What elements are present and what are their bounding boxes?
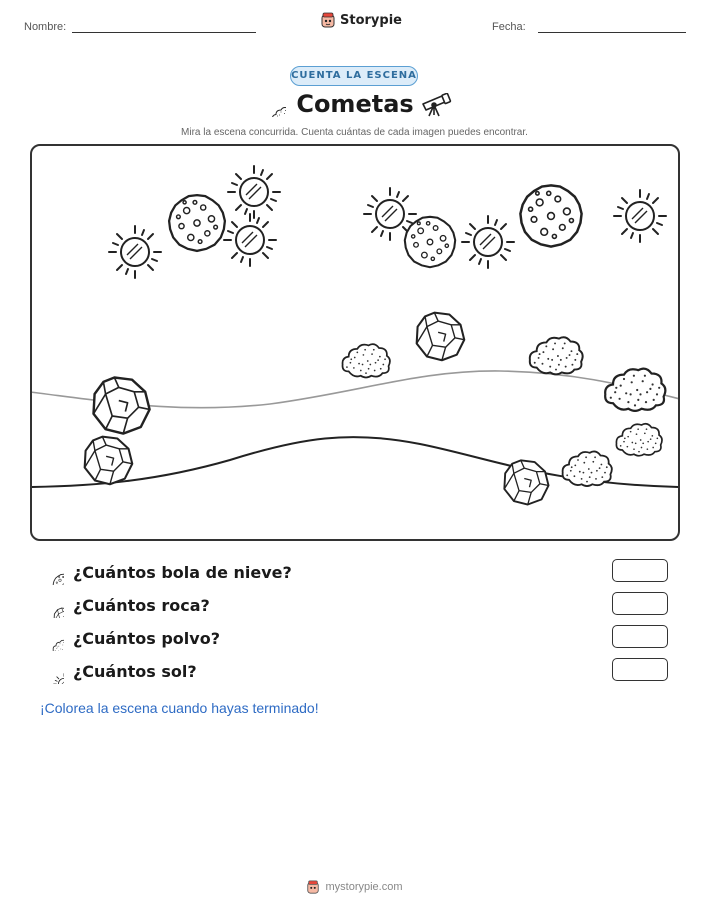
sun-icon [228,166,280,218]
date-label: Fecha: [492,21,526,33]
question-dust [40,627,670,653]
telescope-icon [420,93,452,117]
question-text: ¿Cuántos roca? [73,596,210,615]
question-rock [40,594,670,620]
snowball-icon [405,217,455,267]
rock-icon [40,594,64,618]
name-label: Nombre: [24,21,67,33]
sun-icon [614,190,666,242]
dust-cloud-icon [563,451,612,486]
question-text: ¿Cuántos polvo? [73,629,220,648]
rock-icon [504,460,548,504]
dust-cloud-icon [343,344,390,377]
sun-icon [40,660,64,684]
coloring-note: ¡Colorea la escena cuando hayas terminado! [40,700,319,716]
name-field[interactable] [72,32,256,33]
dust-cloud-icon [40,627,64,651]
dust-cloud-icon [530,337,583,374]
rock-icon [85,437,133,485]
snowball-icon [40,561,64,585]
answer-box-snowball[interactable] [612,559,668,582]
dust-cloud-icon [616,424,662,456]
section-badge: CUENTA LA ESCENA [290,66,418,86]
question-snowball [40,561,670,587]
snowball-icon [169,195,225,251]
storypie-mascot-icon [306,880,320,894]
answer-box-sun[interactable] [612,658,668,681]
answer-box-rock[interactable] [612,592,668,615]
date-field[interactable] [538,32,686,33]
answer-box-dust[interactable] [612,625,668,648]
instructions: Mira la escena concurrida. Cuenta cuántas de cada imagen puedes encontrar. [181,127,528,138]
brand-logo [320,12,402,28]
sun-icon [224,214,276,266]
page-title: Cometas [296,90,414,118]
rock-icon [417,313,465,361]
footer [0,880,709,894]
snowball-icon [520,185,581,246]
question-text: ¿Cuántos bola de nieve? [73,563,292,582]
storypie-mascot-icon [320,12,336,28]
rock-icon [94,378,150,434]
sun-icon [109,226,161,278]
brand-name: Storypie [340,12,402,28]
question-text: ¿Cuántos sol? [73,662,197,681]
dust-cloud-icon [256,95,286,117]
question-sun [40,660,670,686]
footer-site: mystorypie.com [325,881,403,893]
sun-icon [462,216,514,268]
dust-cloud-icon [605,369,665,411]
counting-scene [30,144,680,541]
